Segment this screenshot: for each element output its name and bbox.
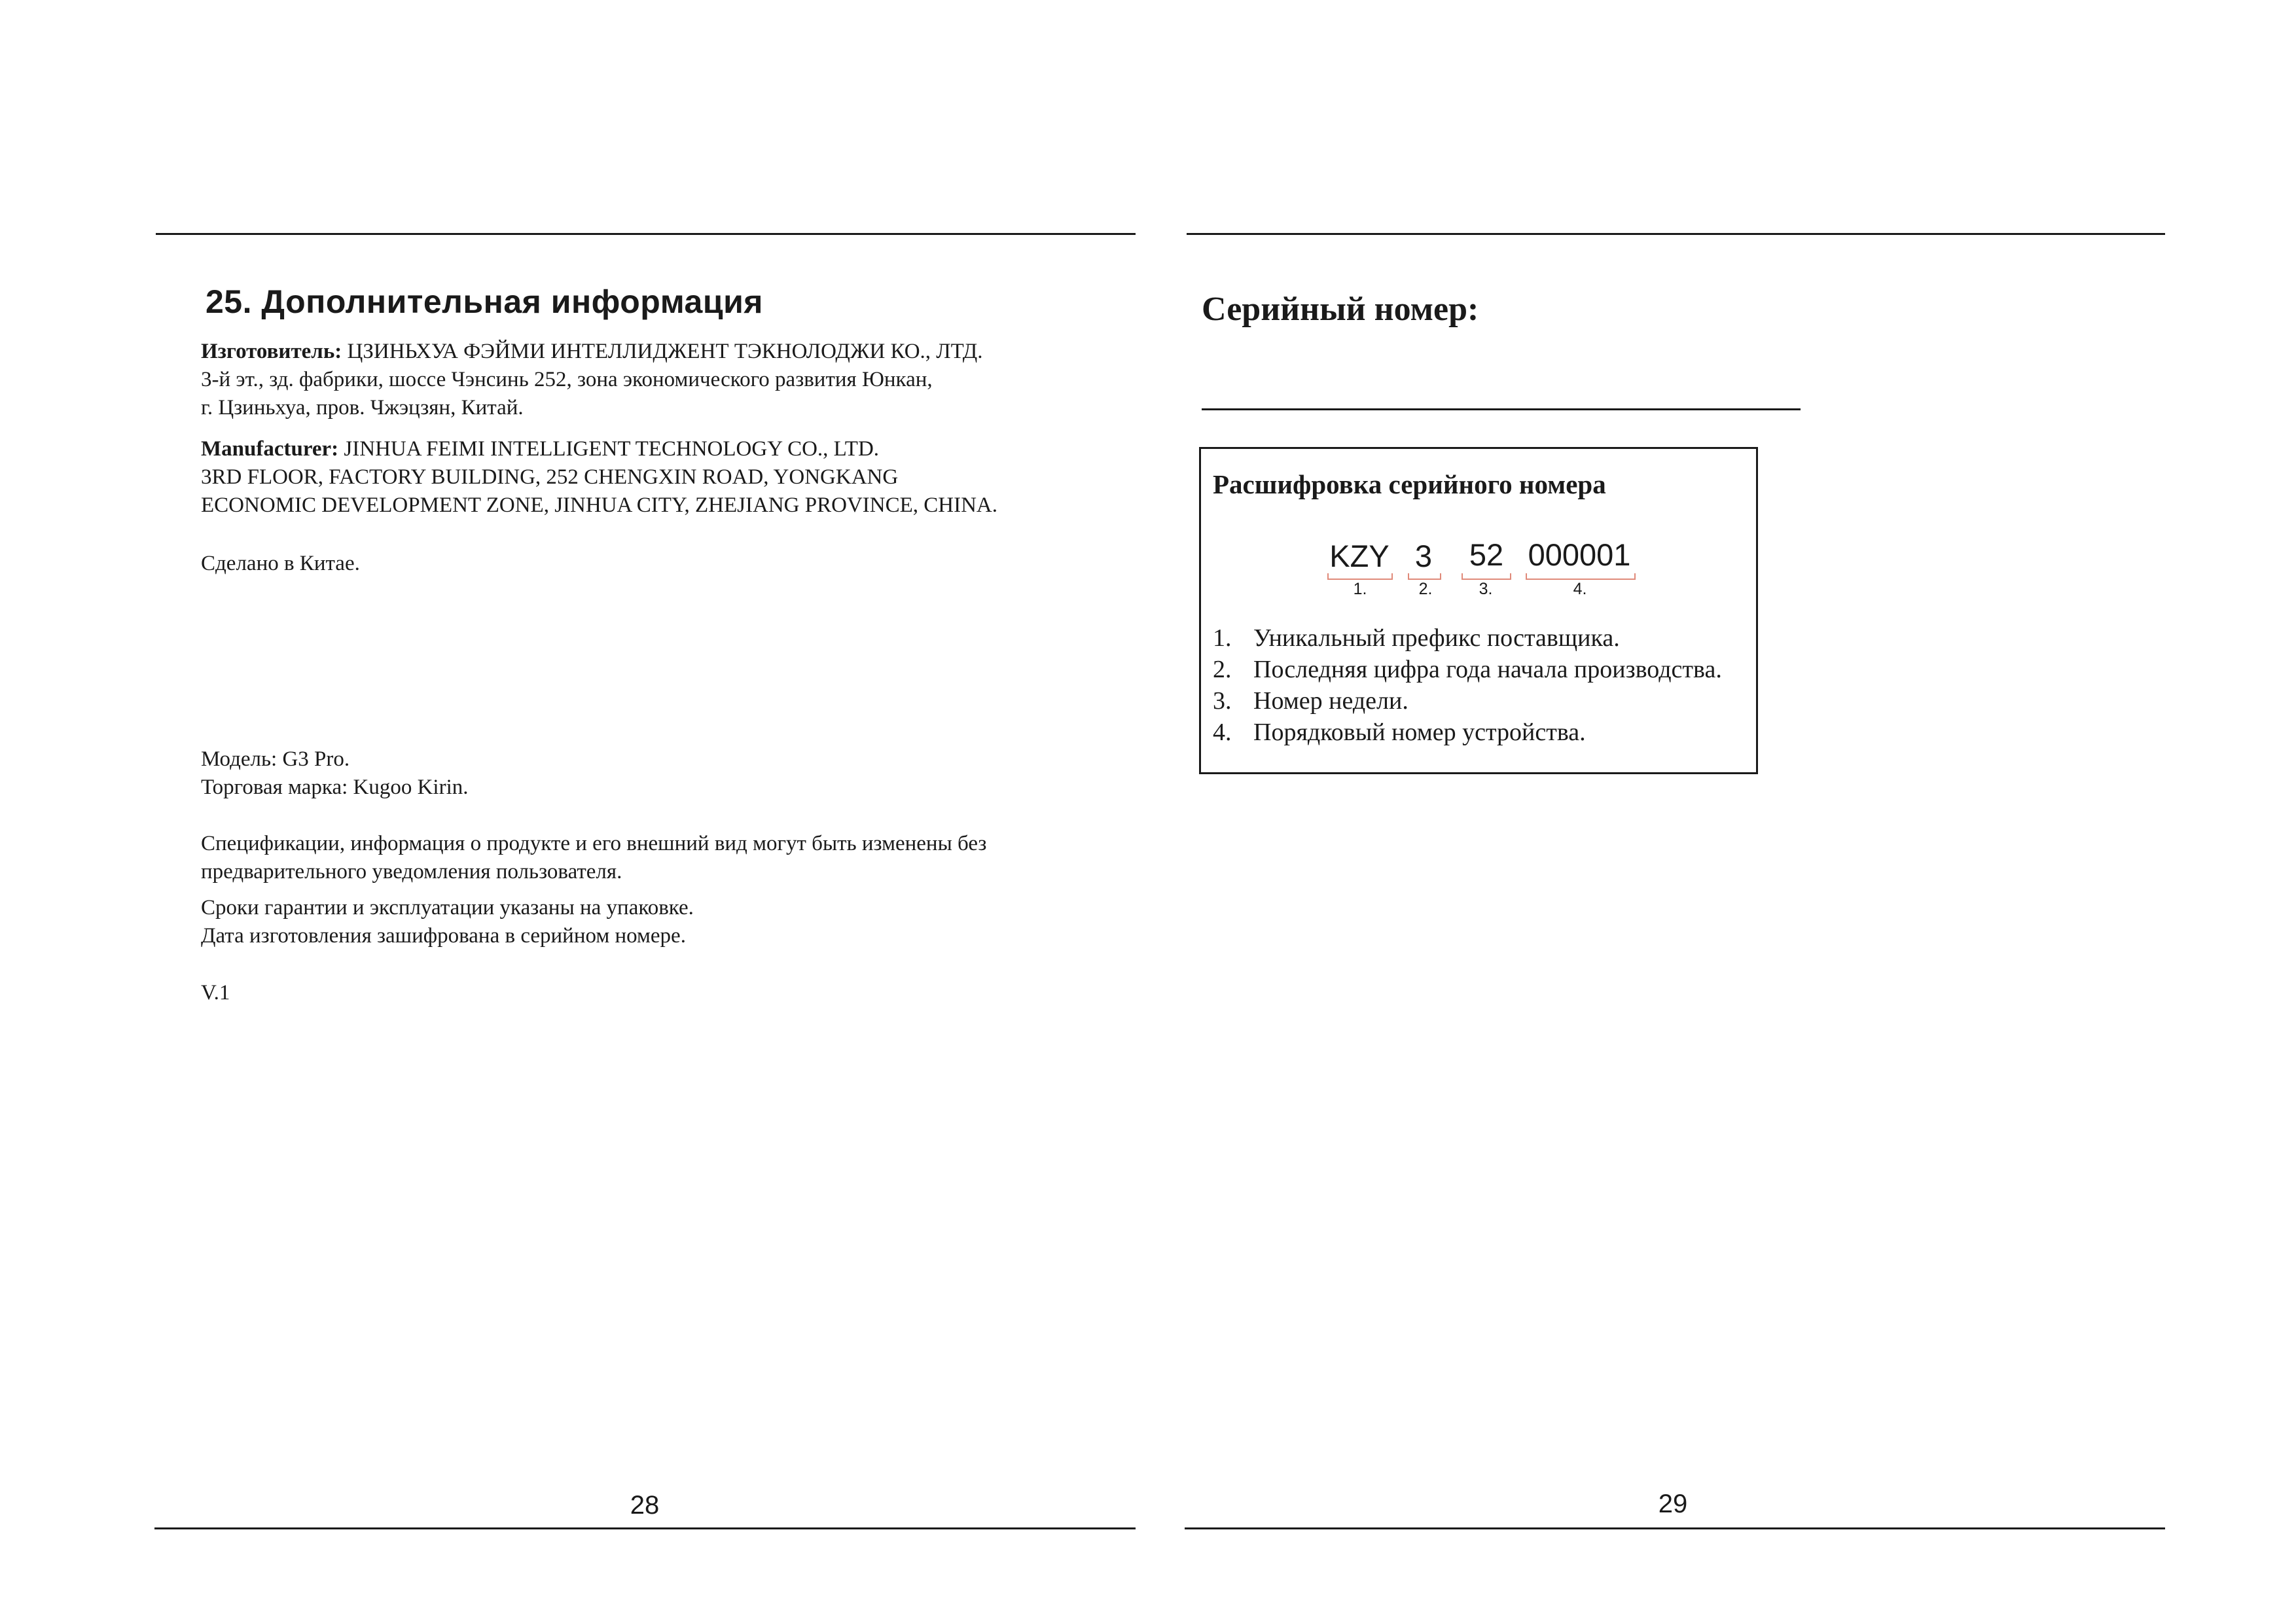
serial-segment-year-bracket	[1408, 573, 1441, 580]
serial-definition-item	[1213, 685, 1722, 717]
serial-definition-item	[1213, 654, 1722, 685]
serial-segment-prefix: KZY	[1329, 539, 1390, 573]
serial-segment-sequence: 000001	[1528, 537, 1631, 572]
left-page-title: 25. Дополнительная информация	[206, 283, 763, 320]
ru-manufacturer-address-2: г. Цзиньхуа, пров. Чжэцзян, Китай.	[201, 396, 524, 419]
ru-manufacturer-label: Изготовитель:	[201, 340, 342, 363]
en-manufacturer-label: Manufacturer:	[201, 437, 339, 461]
made-in-text: Сделано в Китае.	[201, 552, 360, 575]
serial-definition-number: 2.	[1213, 656, 1232, 683]
spec-notice-block	[201, 830, 986, 886]
serial-definition-number: 4.	[1213, 719, 1232, 746]
warranty-text: Сроки гарантии и эксплуатации указаны на упаковке.	[201, 896, 694, 919]
ru-manufacturer-address-1: 3-й эт., зд. фабрики, шоссе Чэнсинь 252, зона экономического развития Юнкан,	[201, 368, 933, 391]
serial-segment-year: 3	[1414, 539, 1433, 573]
serial-segment-prefix-bracket	[1327, 573, 1393, 580]
en-manufacturer-address-1: 3RD FLOOR, FACTORY BUILDING, 252 CHENGXIN ROAD, YONGKANG	[201, 465, 899, 489]
warranty-block	[201, 894, 694, 950]
serial-segment-week-bracket	[1462, 573, 1511, 580]
serial-definition-number: 3.	[1213, 687, 1232, 715]
spec-notice-line-1: Спецификации, информация о продукте и его внешний вид могут быть изменены без	[201, 832, 987, 855]
model-text: Модель: G3 Pro.	[201, 747, 350, 771]
serial-definitions-list	[1213, 622, 1722, 748]
right-page-top-rule	[1187, 233, 2165, 235]
serial-decode-box	[1199, 447, 1758, 774]
serial-definition-text: Последняя цифра года начала производства.	[1253, 656, 1722, 683]
en-manufacturer-address-2: ECONOMIC DEVELOPMENT ZONE, JINHUA CITY, ZHEJIANG PROVINCE, CHINA.	[201, 493, 998, 517]
serial-number-write-line	[1202, 408, 1801, 410]
manufacture-date-text: Дата изготовления зашифрована в серийном номере.	[201, 924, 686, 948]
en-manufacturer-block	[201, 435, 997, 520]
en-manufacturer-name: JINHUA FEIMI INTELLIGENT TECHNOLOGY CO., LTD.	[338, 437, 880, 461]
ru-manufacturer-name: ЦЗИНЬХУА ФЭЙМИ ИНТЕЛЛИДЖЕНТ ТЭКНОЛОДЖИ КО., ЛТД.	[342, 340, 983, 363]
left-page-number: 28	[630, 1491, 660, 1520]
serial-decode-title: Расшифровка серийного номера	[1213, 469, 1606, 499]
right-page-number: 29	[1658, 1489, 1688, 1518]
serial-definition-number: 1.	[1213, 624, 1232, 652]
right-page-bottom-rule	[1185, 1527, 2165, 1529]
version-text: V.1	[201, 981, 230, 1005]
spec-notice-line-2: предварительного уведомления пользователя.	[201, 860, 622, 883]
brand-text: Торговая марка: Kugoo Kirin.	[201, 776, 469, 799]
serial-segment-week-number: 3.	[1479, 580, 1493, 598]
serial-definition-item	[1213, 622, 1722, 654]
model-block	[201, 745, 469, 802]
serial-segment-week: 52	[1469, 537, 1504, 572]
serial-definition-item	[1213, 717, 1722, 748]
serial-number-title: Серийный номер:	[1202, 291, 1479, 328]
serial-segment-sequence-bracket	[1526, 573, 1636, 580]
serial-segment-prefix-number: 1.	[1353, 580, 1367, 598]
left-page-bottom-rule	[154, 1527, 1136, 1529]
serial-definition-text: Номер недели.	[1253, 687, 1408, 715]
serial-definition-text: Уникальный префикс поставщика.	[1253, 624, 1620, 652]
ru-manufacturer-block	[201, 338, 983, 422]
serial-segment-sequence-number: 4.	[1573, 580, 1587, 598]
left-page-top-rule	[156, 233, 1136, 235]
serial-segment-year-number: 2.	[1418, 580, 1433, 598]
serial-definition-text: Порядковый номер устройства.	[1253, 719, 1586, 746]
